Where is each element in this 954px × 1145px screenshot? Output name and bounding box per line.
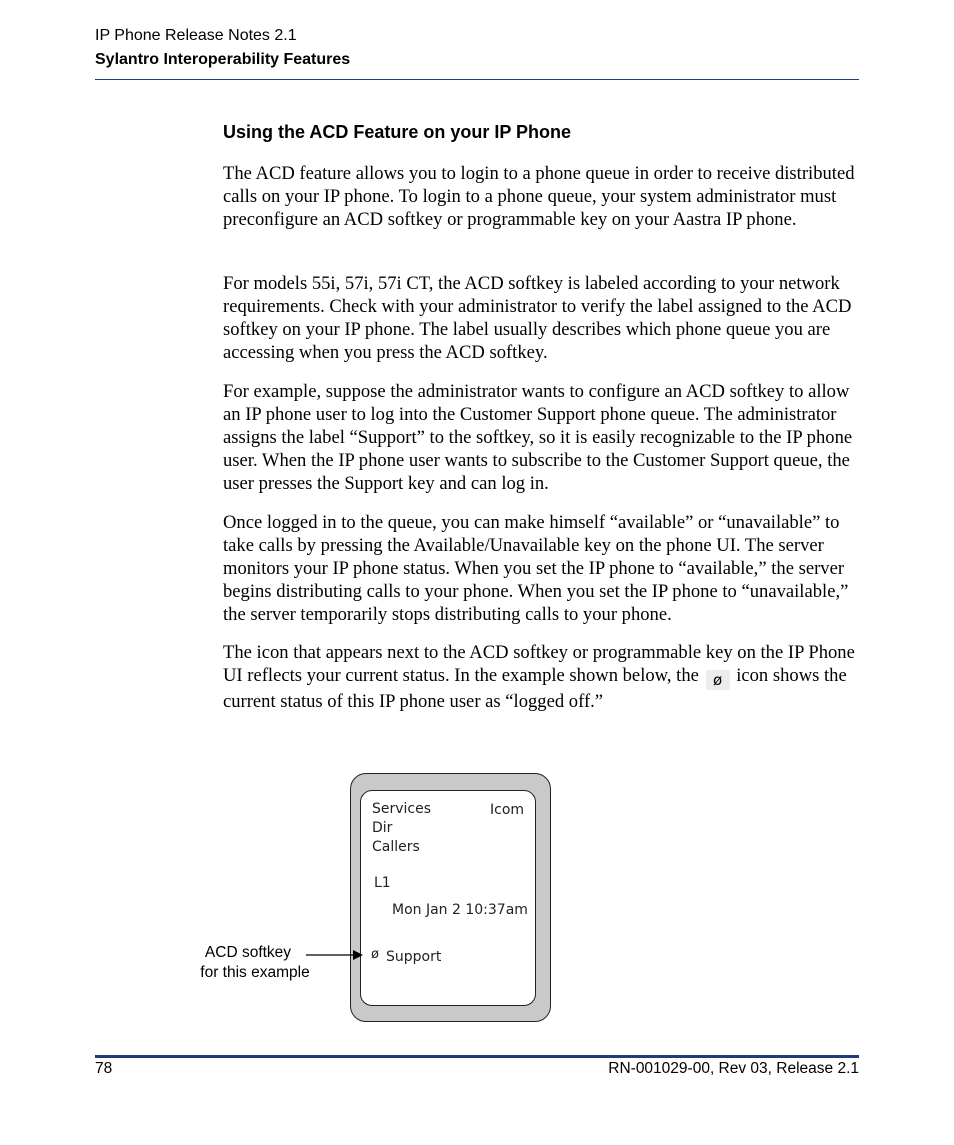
paragraph-availability: Once logged in to the queue, you can make himself “available” or “unavailable” to take calls by pressing the Available/Unavailable key on the phone UI. The server monitors your IP phone status. When you set the IP phone to “available,” the server begins distributing calls to your phone. When you set the IP phone to “unavailable,” the server temporarily stops distributing calls to your phone. <box>223 512 849 625</box>
document-reference: RN-001029-00, Rev 03, Release 2.1 <box>608 1060 859 1077</box>
phone-dir-label: Dir <box>372 820 393 836</box>
logged-off-icon: ø <box>706 670 730 690</box>
running-header-chapter: Sylantro Interoperability Features <box>95 51 351 68</box>
paragraph-acd-intro: The ACD feature allows you to login to a phone queue in order to receive distributed calls on your IP phone. To login to a phone queue, your system administrator must preconfigure an ACD softkey or programmable key on your Aastra IP phone. <box>223 163 855 230</box>
callout-line2: for this example <box>200 964 310 981</box>
paragraph-status-icon <box>223 641 863 713</box>
phone-icom-label: Icom <box>490 802 525 818</box>
page-number: 78 <box>95 1060 113 1077</box>
running-header-title: IP Phone Release Notes 2.1 <box>95 27 297 44</box>
paragraph-status-text-start: The icon that appears next to the ACD softkey or programmable key on the IP Phone UI reflects your current status. In the example shown below, the <box>223 642 855 686</box>
section-title: Using the ACD Feature on your IP Phone <box>223 122 572 142</box>
phone-datetime: Mon Jan 2 10:37am <box>392 902 528 918</box>
paragraph-example: For example, suppose the administrator wants to configure an ACD softkey to allow an IP phone user to log into the Customer Support phone queue. The administrator assigns the label “Support” to the softkey, so it is easily recognizable to the IP phone user. When the IP phone user wants to subscribe to the Customer Support queue, the user presses the Support key and can log in. <box>223 381 853 494</box>
paragraph-status-text-end: icon shows the current status of this IP phone user as “logged off.” <box>223 665 847 712</box>
footer-rule <box>95 1055 859 1058</box>
phone-softkey-support: Support <box>386 949 442 965</box>
callout-line1: ACD softkey <box>204 944 292 961</box>
paragraph-softkey-label: For models 55i, 57i, 57i CT, the ACD softkey is labeled according to your network requirements. Check with your administrator to verify the label assigned to the ACD softkey on your IP phone. The label usually describes which phone queue you are accessing when you press the ACD softkey. <box>223 273 852 363</box>
callout-arrow <box>305 948 365 962</box>
phone-line-label: L1 <box>374 875 391 891</box>
header-rule <box>95 79 859 80</box>
phone-services-label: Services <box>372 801 432 817</box>
acd-status-icon: ø <box>371 947 379 962</box>
phone-callers-label: Callers <box>372 839 420 855</box>
